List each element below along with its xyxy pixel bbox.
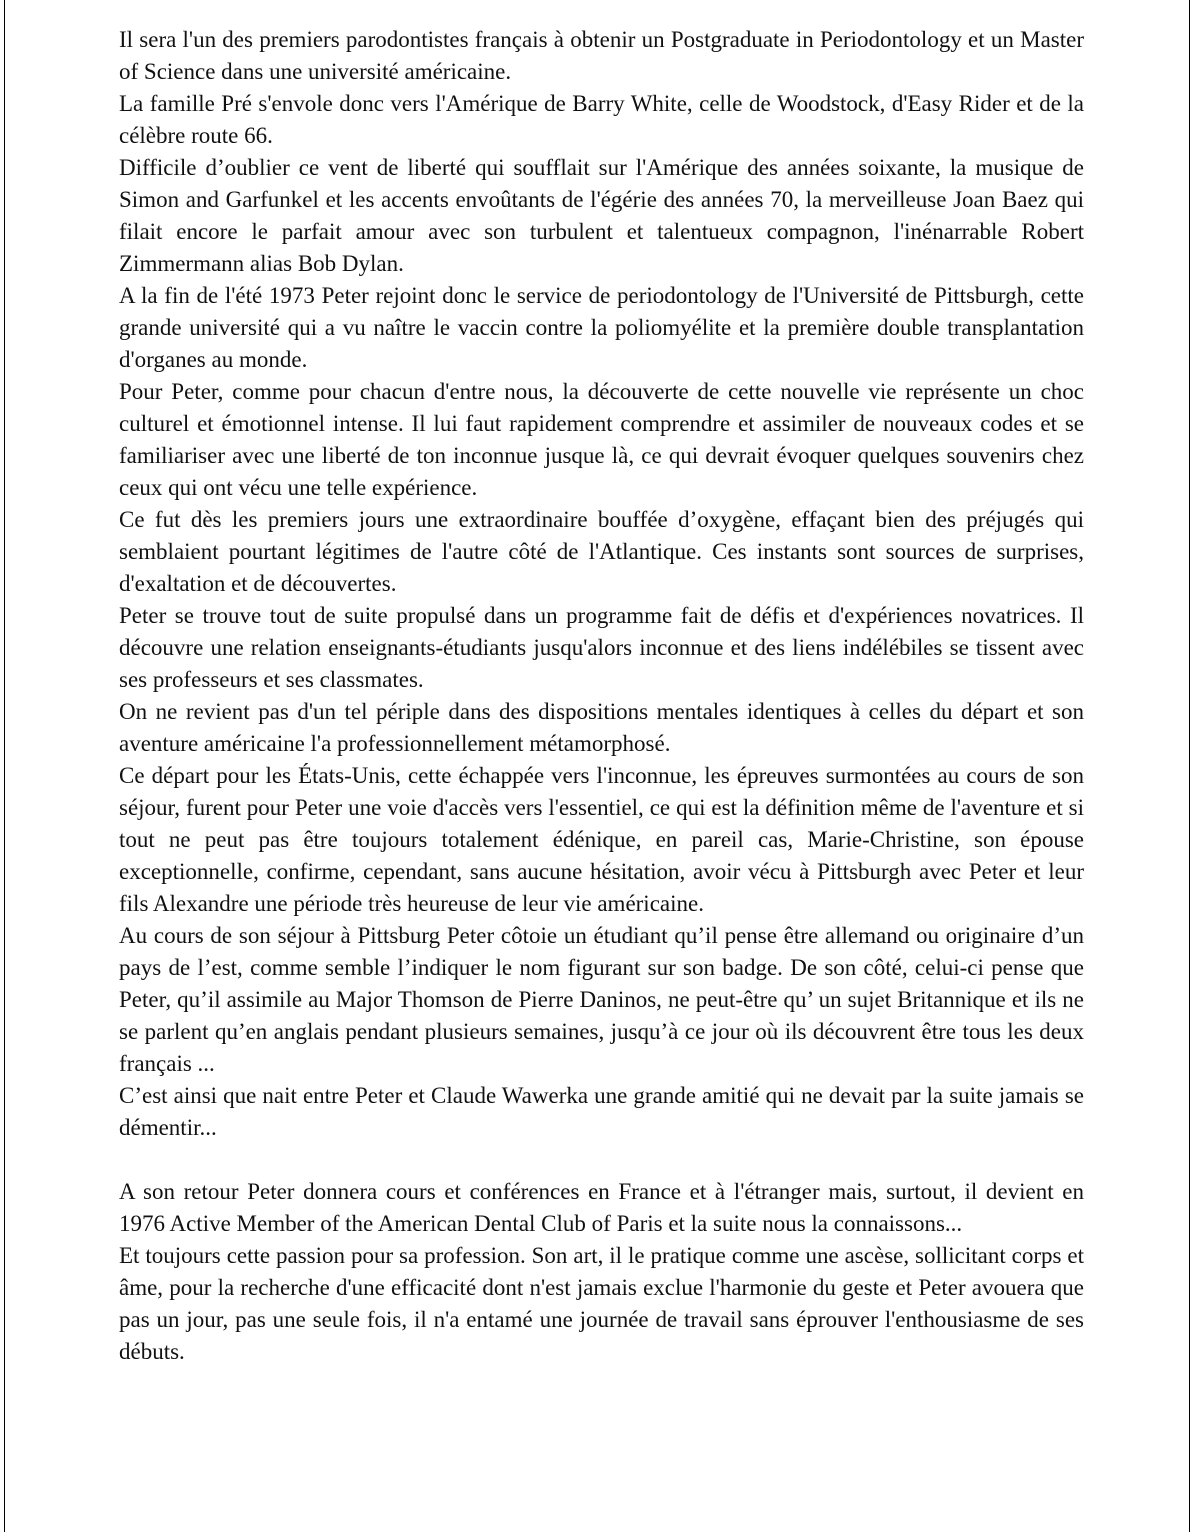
paragraph-amitie-wawerka: C’est ainsi que nait entre Peter et Claude Wawerka une grande amitié qui ne devait par la suite jamais se démentir... — [119, 1083, 1084, 1140]
document-body — [119, 24, 1084, 1368]
document-page — [4, 0, 1190, 1532]
paragraph-choc-culturel: Pour Peter, comme pour chacun d'entre nous, la découverte de cette nouvelle vie représente un choc culturel et émotionnel intense. Il lui faut rapidement comprendre et assimiler de nouveaux codes et se familiariser avec une liberté de ton inconnue jusque là, ce qui devrait évoquer quelques souvenirs chez ceux qui ont vécu une telle expérience. — [119, 379, 1084, 500]
paragraph-pittsburgh-1973: A la fin de l'été 1973 Peter rejoint donc le service de periodontology de l'Université de Pittsburgh, cette grande université qui a vu naître le vaccin contre la poliomyélite et la première double transplantation d'organes au monde. — [119, 283, 1084, 372]
paragraph-passion-profession: Et toujours cette passion pour sa profession. Son art, il le pratique comme une ascèse, sollicitant corps et âme, pour la recherche d'une efficacité dont n'est jamais exclue l'harmonie du geste et Peter avouera que pas un jour, pas une seule fois, il n'a entamé une journée de travail sans éprouver l'enthousiasme de ses débuts. — [119, 1243, 1084, 1364]
paragraph-programme-defis: Peter se trouve tout de suite propulsé dans un programme fait de défis et d'expériences novatrices. Il découvre une relation enseignants-étudiants jusqu'alors inconnue et des liens indélébiles se tissent avec ses professeurs et ses classmates. — [119, 603, 1084, 692]
paragraph-bouffee-oxygene: Ce fut dès les premiers jours une extraordinaire bouffée d’oxygène, effaçant bien des préjugés qui semblaient pourtant légitimes de l'autre côté de l'Atlantique. Ces instants sont sources de surprises, d'exaltation et de découvertes. — [119, 507, 1084, 596]
paragraph-vent-de-liberte: Difficile d’oublier ce vent de liberté qui soufflait sur l'Amérique des années soixante, la musique de Simon and Garfunkel et les accents envoûtants de l'égérie des années 70, la merveilleuse Joan Baez qui filait encore le parfait amour avec son turbulent et talentueux compagnon, l'inénarrable Robert Zimmermann alias Bob Dylan. — [119, 155, 1084, 276]
paragraph-periple: On ne revient pas d'un tel périple dans des dispositions mentales identiques à celles du départ et son aventure américaine l'a professionnellement métamorphosé. — [119, 699, 1084, 756]
paragraph-postgraduate: Il sera l'un des premiers parodontistes français à obtenir un Postgraduate in Periodontology et un Master of Science dans une université américaine. — [119, 27, 1084, 84]
paragraph-depart-etats-unis: Ce départ pour les États-Unis, cette échappée vers l'inconnue, les épreuves surmontées au cours de son séjour, furent pour Peter une voie d'accès vers l'essentiel, ce qui est la définition même de l'aventure et si tout ne peut pas être toujours totalement édénique, en pareil cas, Marie-Christine, son épouse exceptionnelle, confirme, cependant, sans aucune hésitation, avoir vécu à Pittsburgh avec Peter et leur fils Alexandre une période très heureuse de leur vie américaine. — [119, 763, 1084, 916]
paragraph-sejour-pittsburg: Au cours de son séjour à Pittsburg Peter côtoie un étudiant qu’il pense être allemand ou originaire d’un pays de l’est, comme semble l’indiquer le nom figurant sur son badge. De son côté, celui-ci pense que Peter, qu’il assimile au Major Thomson de Pierre Daninos, ne peut-être qu’ un sujet Britannique et ils ne se parlent qu’en anglais pendant plusieurs semaines, jusqu’à ce jour où ils découvrent être tous les deux français ... — [119, 923, 1084, 1076]
paragraph-famille-pre: La famille Pré s'envole donc vers l'Amérique de Barry White, celle de Woodstock, d'Easy Rider et de la célèbre route 66. — [119, 91, 1084, 148]
paragraph-spacer — [119, 1144, 1084, 1176]
paragraph-retour-peter: A son retour Peter donnera cours et conférences en France et à l'étranger mais, surtout, il devient en 1976 Active Member of the American Dental Club of Paris et la suite nous la connaissons... — [119, 1179, 1084, 1236]
